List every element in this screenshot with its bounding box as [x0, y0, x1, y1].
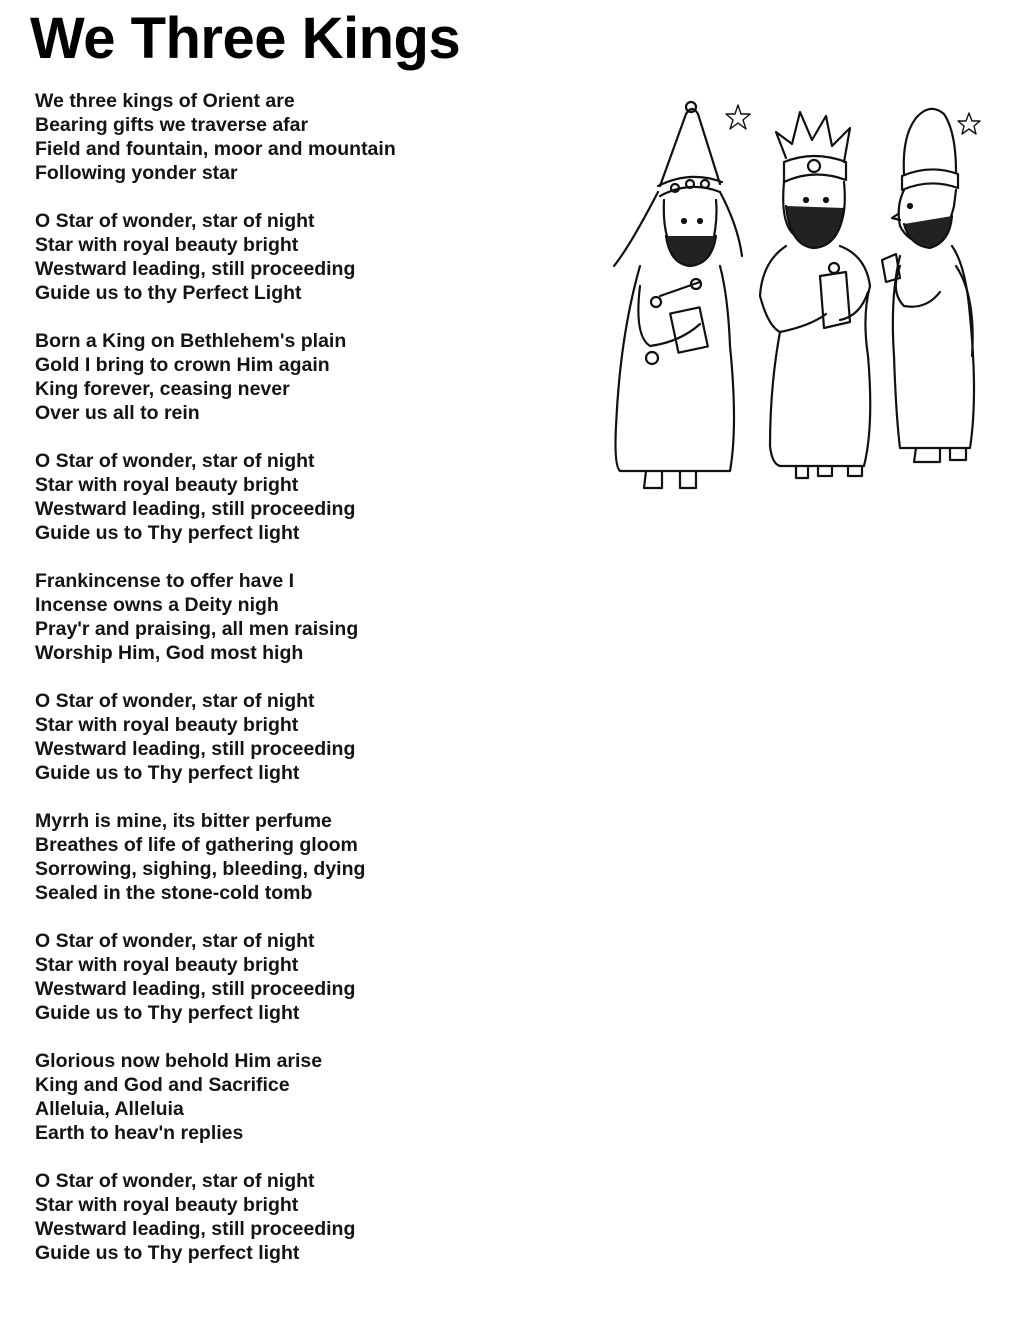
lyric-line: Westward leading, still proceeding: [35, 498, 356, 520]
lyric-line: Gold I bring to crown Him again: [35, 354, 330, 376]
lyric-line: Guide us to thy Perfect Light: [35, 282, 302, 304]
lyric-line: O Star of wonder, star of night: [35, 1170, 315, 1192]
lyric-line: Westward leading, still proceeding: [35, 738, 356, 760]
lyric-line: Glorious now behold Him arise: [35, 1050, 323, 1072]
stanza: [35, 929, 595, 1025]
lyric-line: Guide us to Thy perfect light: [35, 522, 300, 544]
lyric-line: Guide us to Thy perfect light: [35, 1242, 300, 1264]
lyric-line: Myrrh is mine, its bitter perfume: [35, 810, 332, 832]
king-right-figure: [882, 109, 974, 462]
lyric-line: Bearing gifts we traverse afar: [35, 114, 309, 136]
lyric-line: Breathes of life of gathering gloom: [35, 834, 358, 856]
star-icon: [726, 105, 750, 129]
page-title: We Three Kings: [30, 6, 461, 71]
lyric-line: Incense owns a Deity nigh: [35, 594, 279, 616]
lyric-line: O Star of wonder, star of night: [35, 690, 315, 712]
lyric-line: Star with royal beauty bright: [35, 714, 299, 736]
lyric-line: Westward leading, still proceeding: [35, 978, 356, 1000]
stanza: [35, 89, 595, 185]
stanza: [35, 1169, 595, 1265]
lyrics-body: [35, 89, 595, 1289]
lyric-line: Star with royal beauty bright: [35, 954, 299, 976]
lyric-line: Guide us to Thy perfect light: [35, 762, 300, 784]
lyric-line: Westward leading, still proceeding: [35, 1218, 356, 1240]
stanza: [35, 449, 595, 545]
stanza: [35, 209, 595, 305]
lyric-line: Earth to heav'n replies: [35, 1122, 244, 1144]
stanza: [35, 329, 595, 425]
lyric-line: Pray'r and praising, all men raising: [35, 618, 359, 640]
lyric-line: We three kings of Orient are: [35, 90, 295, 112]
king-middle-figure: [760, 112, 870, 478]
lyric-line: Star with royal beauty bright: [35, 474, 299, 496]
king-left-figure: [614, 102, 742, 488]
lyric-line: Star with royal beauty bright: [35, 234, 299, 256]
stanza: [35, 689, 595, 785]
three-kings-illustration: [600, 96, 990, 496]
stanza: [35, 1049, 595, 1145]
lyric-line: King forever, ceasing never: [35, 378, 290, 400]
lyric-line: Frankincense to offer have I: [35, 570, 294, 592]
lyric-line: Guide us to Thy perfect light: [35, 1002, 300, 1024]
lyric-line: Sealed in the stone-cold tomb: [35, 882, 313, 904]
lyric-line: Sorrowing, sighing, bleeding, dying: [35, 858, 366, 880]
stanza: [35, 569, 595, 665]
stanza: [35, 809, 595, 905]
lyric-line: O Star of wonder, star of night: [35, 210, 315, 232]
star-icon: [958, 113, 980, 134]
lyric-line: King and God and Sacrifice: [35, 1074, 290, 1096]
lyric-line: Westward leading, still proceeding: [35, 258, 356, 280]
lyric-line: Following yonder star: [35, 162, 238, 184]
lyric-line: Worship Him, God most high: [35, 642, 304, 664]
lyric-line: O Star of wonder, star of night: [35, 450, 315, 472]
lyric-line: Alleluia, Alleluia: [35, 1098, 184, 1120]
lyric-line: Born a King on Bethlehem's plain: [35, 330, 347, 352]
lyric-line: Field and fountain, moor and mountain: [35, 138, 396, 160]
lyric-line: Star with royal beauty bright: [35, 1194, 299, 1216]
lyric-line: O Star of wonder, star of night: [35, 930, 315, 952]
lyric-line: Over us all to rein: [35, 402, 200, 424]
